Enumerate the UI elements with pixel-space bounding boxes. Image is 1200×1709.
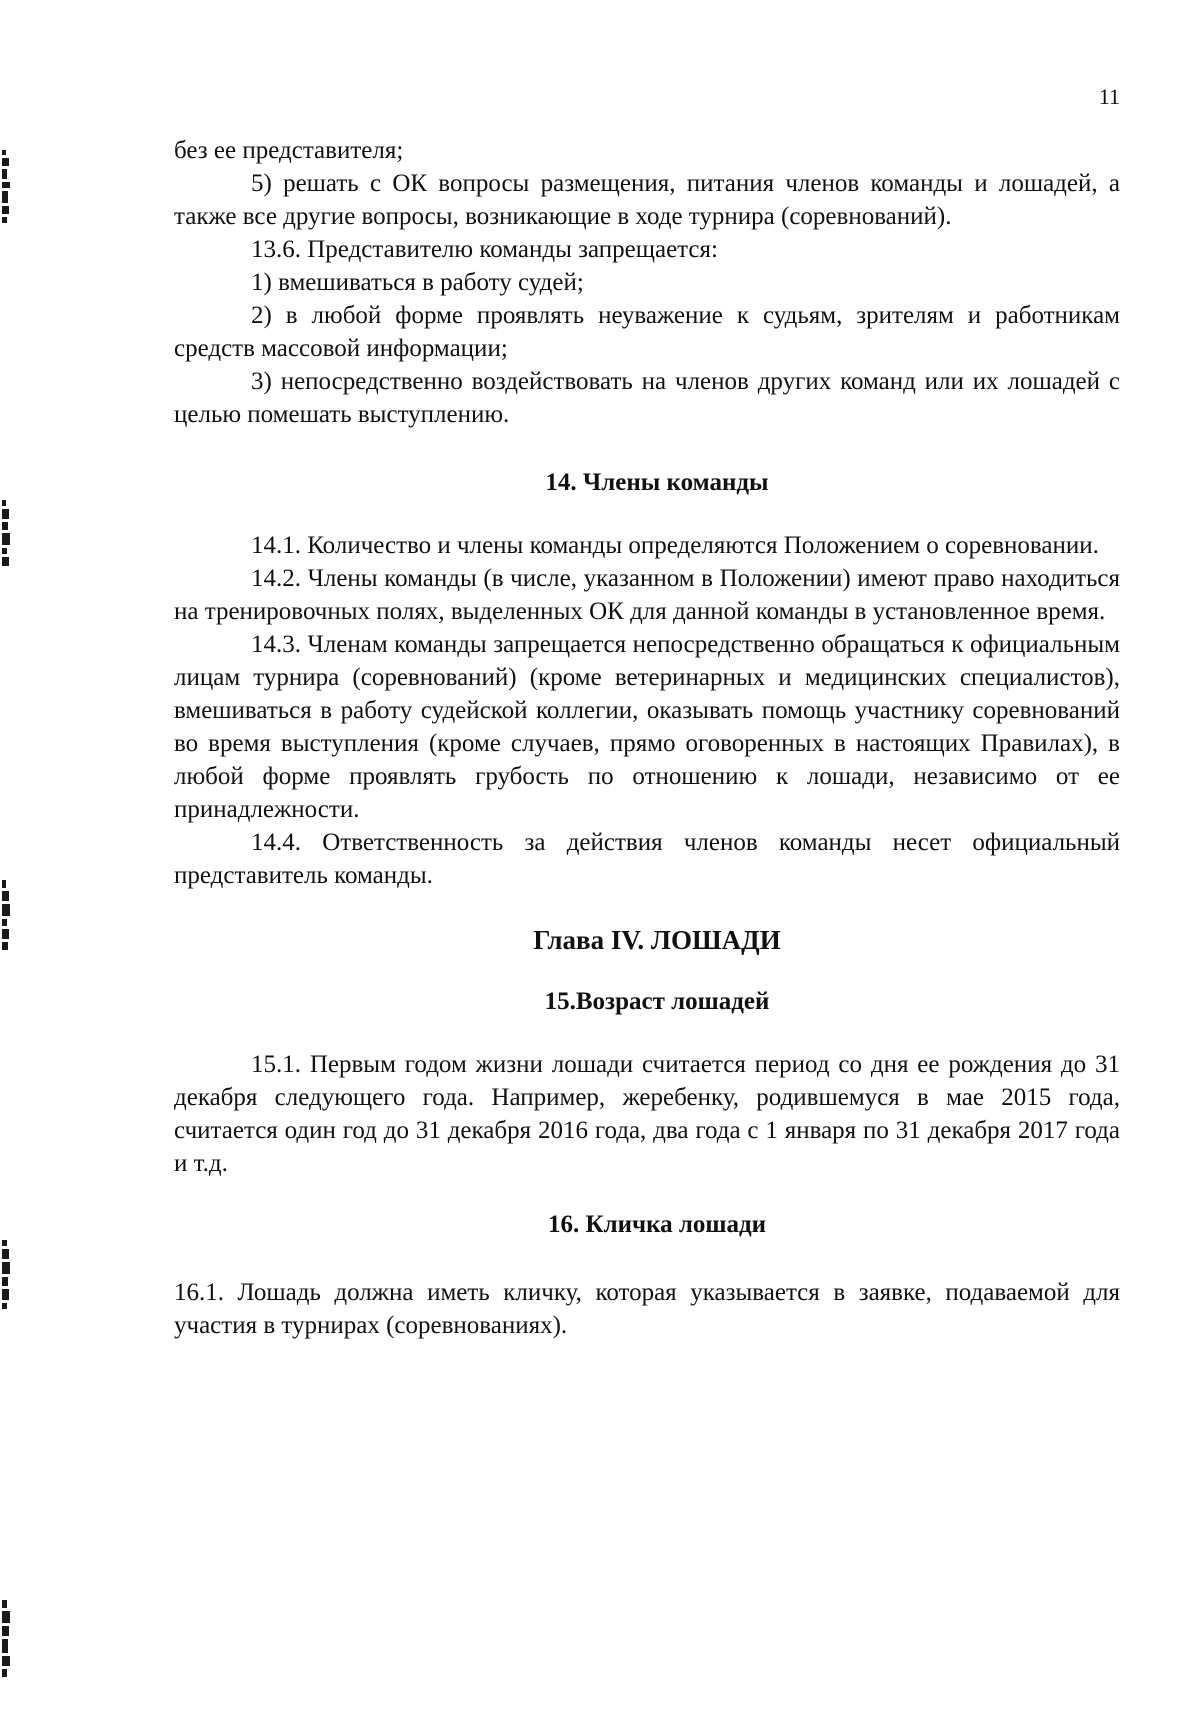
paragraph: 3) непосредственно воздействовать на членов других команд или их лошадей с целью помешать выступлению. <box>174 368 1120 428</box>
paragraph: 14.2. Члены команды (в числе, указанном в Положении) имеют право находиться на тренировочных полях, выделенных ОК для данной команды в установленное время. <box>174 565 1120 625</box>
document-body <box>174 134 1120 1342</box>
chapter-heading: Глава IV. ЛОШАДИ <box>533 925 781 955</box>
paragraph: 16.1. Лошадь должна иметь кличку, которая указывается в заявке, подаваемой для участия в турнирах (соревнованиях). <box>174 1279 1120 1339</box>
paragraph: 14.3. Членам команды запрещается непосредственно обращаться к официальным лицам турнира (соревнований) (кроме ветеринарных и медицинских специалистов), вмешиваться в работу судейской коллегии, оказывать помощь участнику соревнований во время выступления (кроме случаев, прямо оговоренных в настоящих Правилах), в любой форме проявлять грубость по отношению к лошади, независимо от ее принадлежности. <box>174 631 1120 823</box>
paragraph: 2) в любой форме проявлять неуважение к судьям, зрителям и работникам средств массовой информации; <box>174 302 1120 362</box>
paragraph: без ее представителя; <box>174 137 404 164</box>
scan-mark <box>2 500 10 569</box>
paragraph: 15.1. Первым годом жизни лошади считается период со дня ее рождения до 31 декабря следующего года. Например, жеребенку, родившемуся в мае 2015 года, считается один год до 31 декабря 2016 года, два года с 1 января по 31 декабря 2017 года и т.д. <box>174 1051 1120 1177</box>
paragraph: 14.1. Количество и члены команды определяются Положением о соревновании. <box>251 532 1099 559</box>
paragraph: 1) вмешиваться в работу судей; <box>251 269 584 296</box>
section-heading-14: 14. Члены команды <box>545 469 769 496</box>
scan-mark <box>2 150 10 226</box>
paragraph: 13.6. Представителю команды запрещается: <box>251 236 718 263</box>
scan-mark <box>2 1240 10 1312</box>
scan-mark <box>2 1600 10 1680</box>
section-heading-15: 15.Возраст лошадей <box>544 988 770 1015</box>
scan-mark <box>2 880 10 953</box>
section-heading-16: 16. Кличка лошади <box>547 1211 767 1238</box>
paragraph: 14.4. Ответственность за действия членов команды несет официальный представитель команды. <box>174 829 1120 889</box>
paragraph: 5) решать с ОК вопросы размещения, питания членов команды и лошадей, а также все другие вопросы, возникающие в ходе турнира (соревнований). <box>174 170 1120 230</box>
page-number: 11 <box>1098 84 1120 109</box>
